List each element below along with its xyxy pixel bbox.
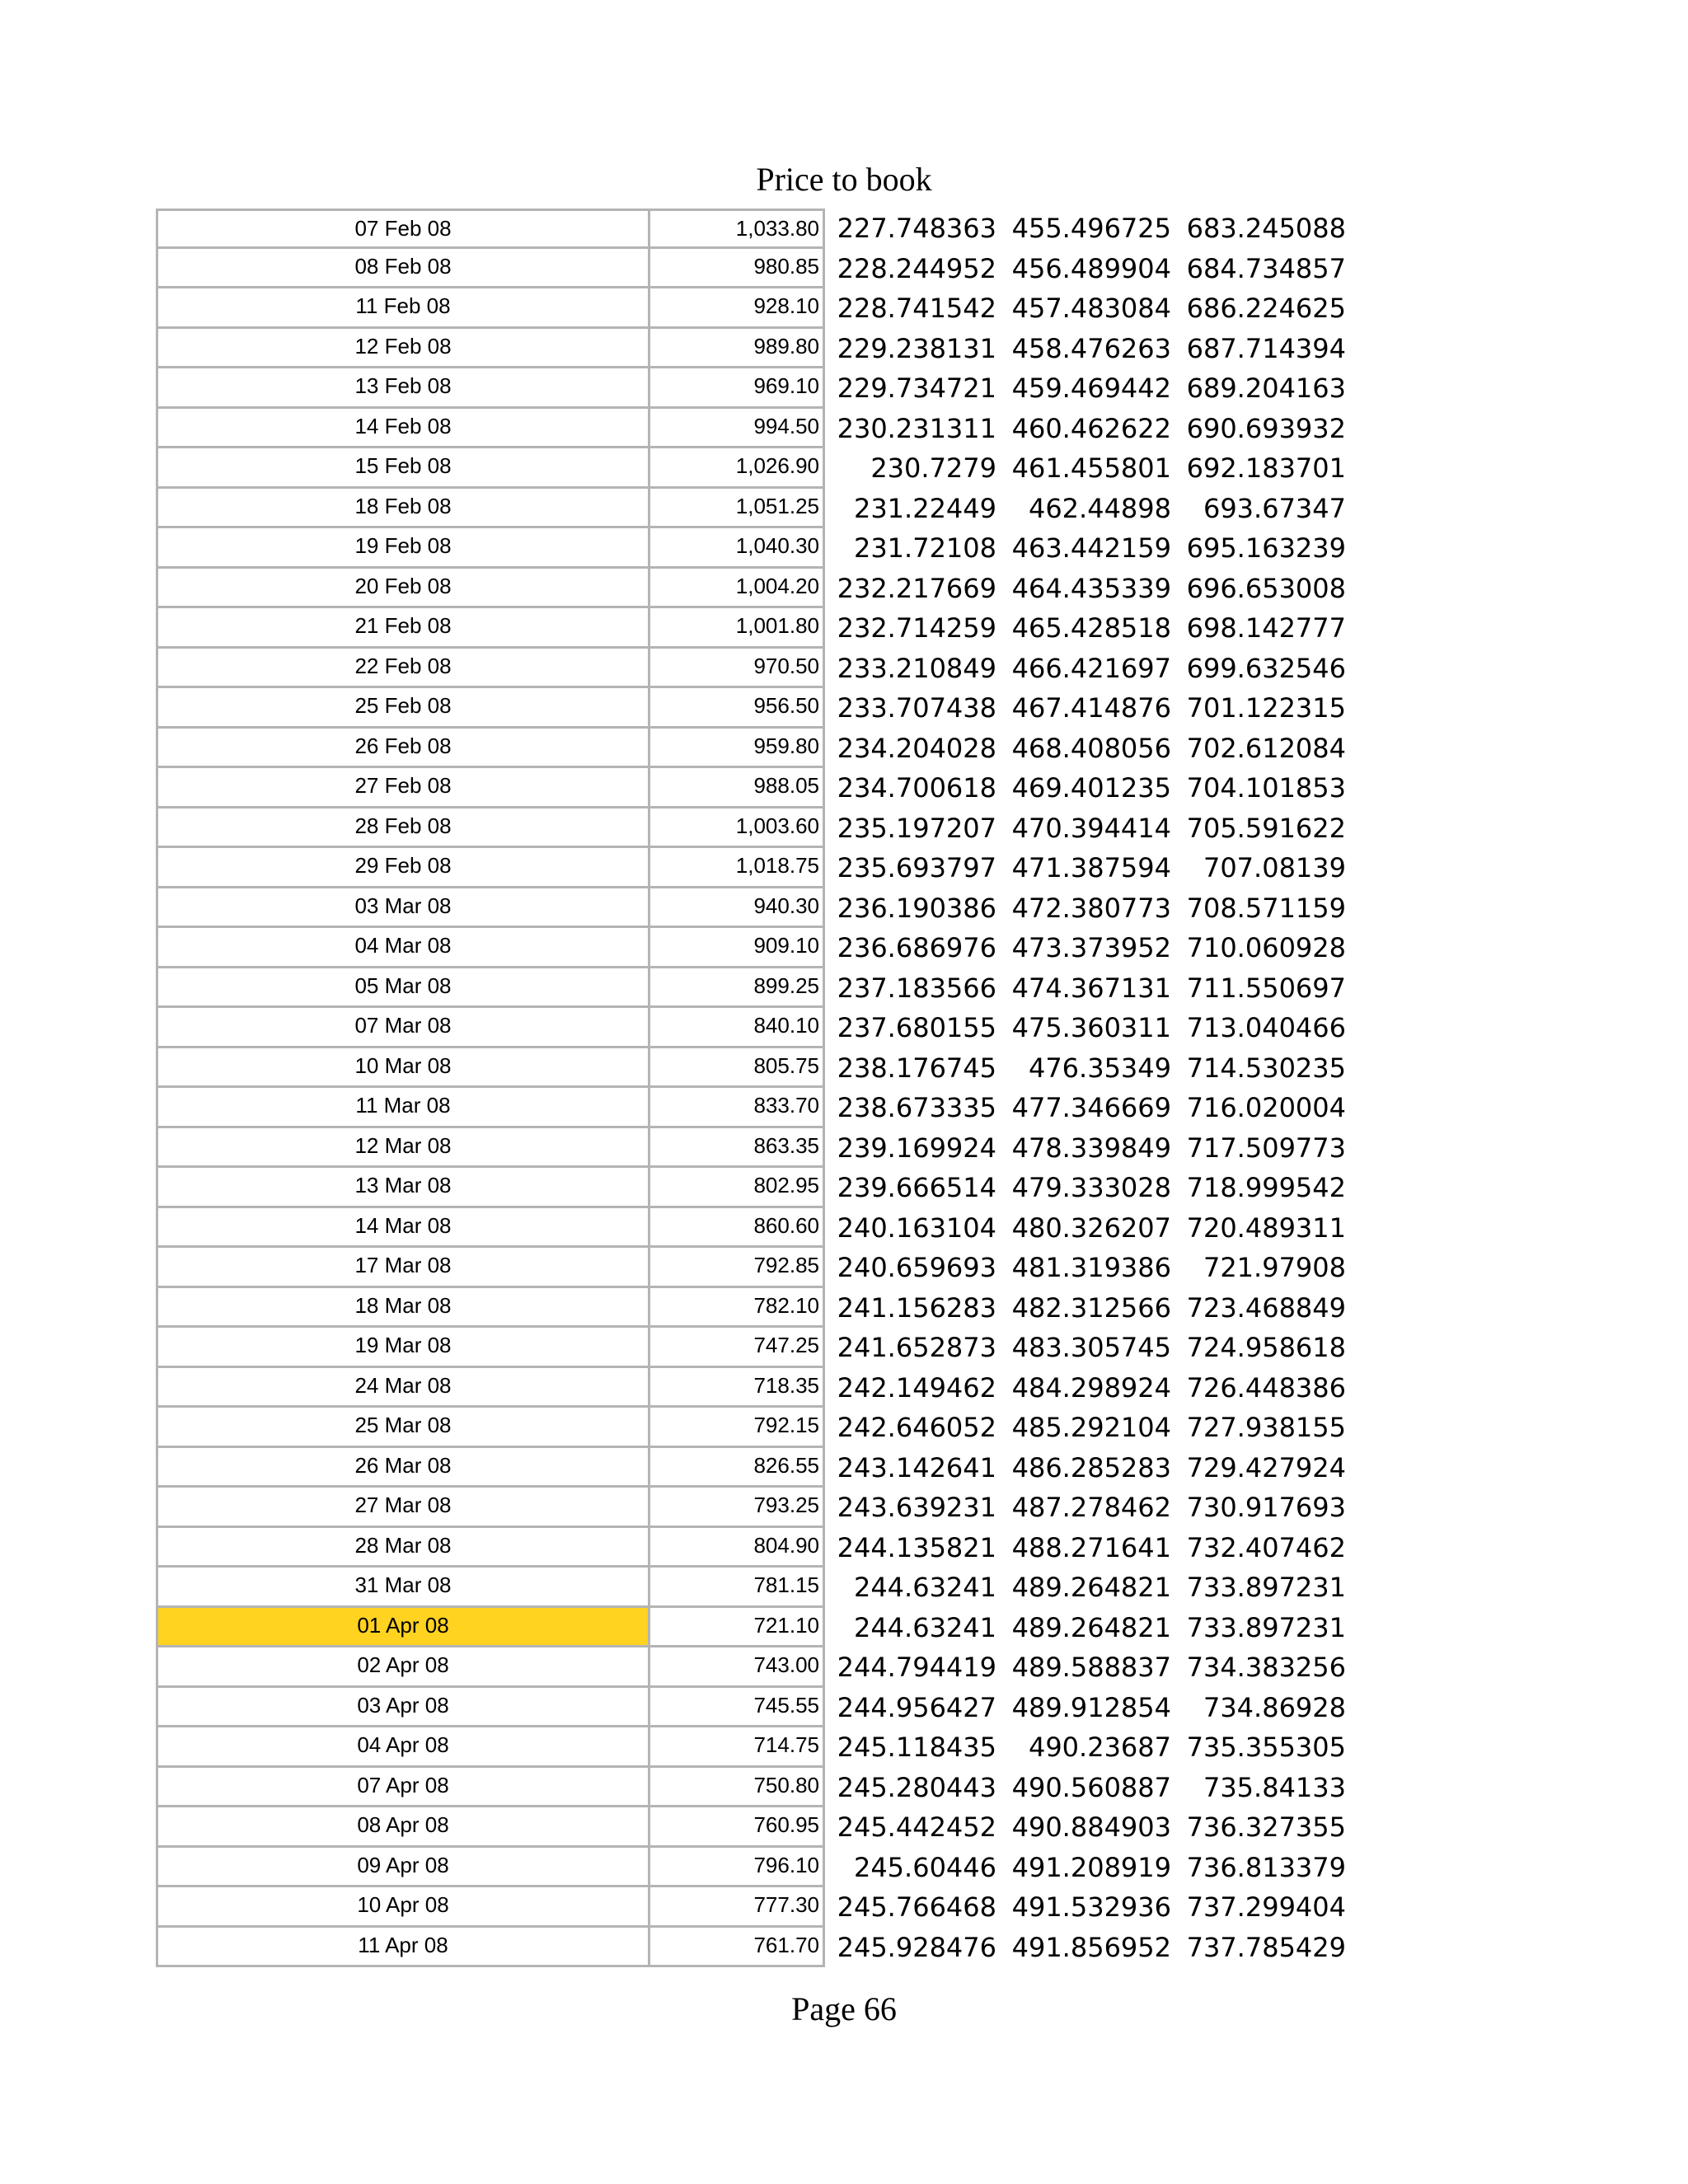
value-cell-2: 466.421697 (1011, 652, 1171, 684)
date-cell: 12 Feb 08 (156, 329, 650, 369)
value-cell-2: 476.35349 (1028, 1052, 1171, 1084)
date-cell: 22 Feb 08 (156, 649, 650, 689)
value-cell-2: 464.435339 (1011, 572, 1171, 604)
table-row (156, 249, 1359, 289)
price-cell: 863.35 (650, 1128, 825, 1169)
price-cell: 782.10 (650, 1288, 825, 1329)
value-cell-1: 237.680155 (837, 1012, 996, 1043)
value-cell-2: 477.346669 (1011, 1092, 1171, 1123)
value-cell-3: 707.08139 (1203, 852, 1346, 883)
date-cell: 08 Apr 08 (156, 1807, 650, 1848)
value-cell-1: 244.956427 (837, 1691, 996, 1723)
value-cell-2: 459.469442 (1011, 373, 1171, 404)
table-row (156, 1528, 1359, 1568)
table-row (156, 1568, 1359, 1608)
price-cell: 1,033.80 (650, 209, 825, 249)
date-cell: 11 Feb 08 (156, 288, 650, 329)
date-cell: 28 Feb 08 (156, 808, 650, 849)
table-row (156, 368, 1359, 409)
price-cell: 750.80 (650, 1768, 825, 1808)
price-cell: 792.15 (650, 1408, 825, 1448)
value-cell-1: 232.714259 (837, 612, 996, 644)
value-cell-1: 245.442452 (837, 1811, 996, 1843)
value-cell-1: 234.204028 (837, 732, 996, 764)
table-row (156, 409, 1359, 449)
date-cell: 03 Mar 08 (156, 888, 650, 929)
value-cell-3: 690.693932 (1186, 412, 1346, 444)
value-cell-1: 234.700618 (837, 772, 996, 804)
date-cell: 17 Mar 08 (156, 1248, 650, 1288)
date-cell: 27 Mar 08 (156, 1488, 650, 1528)
table-row (156, 1768, 1359, 1808)
value-cell-2: 471.387594 (1011, 852, 1171, 883)
date-cell: 14 Mar 08 (156, 1208, 650, 1249)
date-cell: 04 Mar 08 (156, 928, 650, 968)
table-row (156, 1727, 1359, 1768)
date-cell: 13 Feb 08 (156, 368, 650, 409)
value-cell-1: 245.280443 (837, 1771, 996, 1803)
table-row (156, 1928, 1359, 1968)
value-cell-1: 244.63241 (853, 1572, 996, 1603)
table-row (156, 1488, 1359, 1528)
value-cell-1: 231.72108 (853, 532, 996, 564)
value-cell-3: 716.020004 (1186, 1092, 1346, 1123)
value-cell-2: 467.414876 (1011, 692, 1171, 724)
value-cell-1: 244.135821 (837, 1531, 996, 1563)
value-cell-3: 720.489311 (1186, 1212, 1346, 1244)
value-cell-2: 462.44898 (1028, 492, 1171, 524)
value-cell-3: 714.530235 (1186, 1052, 1346, 1084)
value-cell-1: 241.652873 (837, 1332, 996, 1363)
value-cell-1: 243.142641 (837, 1451, 996, 1483)
value-cell-3: 705.591622 (1186, 812, 1346, 844)
value-cell-2: 489.912854 (1011, 1691, 1171, 1723)
table-row (156, 1248, 1359, 1288)
value-cell-1: 245.766468 (837, 1891, 996, 1923)
price-cell: 743.00 (650, 1647, 825, 1688)
value-cell-2: 473.373952 (1011, 932, 1171, 963)
date-cell: 05 Mar 08 (156, 968, 650, 1009)
date-cell: 19 Mar 08 (156, 1328, 650, 1368)
table-row (156, 848, 1359, 888)
date-cell: 29 Feb 08 (156, 848, 650, 888)
price-cell: 860.60 (650, 1208, 825, 1249)
value-cell-3: 693.67347 (1203, 492, 1346, 524)
value-cell-2: 455.496725 (1011, 213, 1171, 244)
price-table (156, 209, 1359, 1967)
value-cell-3: 735.84133 (1203, 1771, 1346, 1803)
date-cell: 03 Apr 08 (156, 1688, 650, 1728)
value-cell-2: 460.462622 (1011, 412, 1171, 444)
value-cell-3: 737.299404 (1186, 1891, 1346, 1923)
price-cell: 714.75 (650, 1727, 825, 1768)
table-row (156, 1088, 1359, 1128)
table-row (156, 928, 1359, 968)
value-cell-3: 708.571159 (1186, 892, 1346, 924)
table-row (156, 1048, 1359, 1089)
value-cell-2: 484.298924 (1011, 1371, 1171, 1404)
table-row (156, 1168, 1359, 1208)
table-row (156, 1208, 1359, 1249)
table-row (156, 1128, 1359, 1169)
value-cell-1: 233.210849 (837, 652, 996, 684)
value-cell-3: 732.407462 (1186, 1531, 1346, 1563)
value-cell-3: 721.97908 (1203, 1252, 1346, 1283)
value-cell-1: 236.190386 (837, 892, 996, 924)
value-cell-2: 472.380773 (1011, 892, 1171, 924)
table-row (156, 1807, 1359, 1848)
table-row (156, 1008, 1359, 1048)
price-cell: 909.10 (650, 928, 825, 968)
date-cell: 04 Apr 08 (156, 1727, 650, 1768)
table-row (156, 608, 1359, 649)
price-cell: 793.25 (650, 1488, 825, 1528)
value-cell-3: 727.938155 (1186, 1412, 1346, 1443)
value-cell-1: 241.156283 (837, 1291, 996, 1324)
table-row (156, 1408, 1359, 1448)
value-cell-3: 684.734857 (1186, 252, 1346, 284)
value-cell-1: 235.693797 (837, 852, 996, 883)
price-cell: 970.50 (650, 649, 825, 689)
price-cell: 760.95 (650, 1807, 825, 1848)
table-row (156, 448, 1359, 489)
value-cell-2: 468.408056 (1011, 732, 1171, 764)
value-cell-3: 704.101853 (1186, 772, 1346, 804)
value-cell-1: 243.639231 (837, 1492, 996, 1523)
value-cell-3: 701.122315 (1186, 692, 1346, 724)
price-cell: 721.10 (650, 1608, 825, 1648)
table-row (156, 1688, 1359, 1728)
value-cell-2: 486.285283 (1011, 1451, 1171, 1483)
value-cell-1: 244.63241 (853, 1611, 996, 1643)
table-row (156, 1848, 1359, 1888)
value-cell-1: 240.659693 (837, 1252, 996, 1283)
value-cell-2: 491.856952 (1011, 1931, 1171, 1963)
value-cell-1: 245.928476 (837, 1931, 996, 1963)
value-cell-3: 733.897231 (1186, 1572, 1346, 1603)
date-cell: 18 Feb 08 (156, 489, 650, 529)
table-row (156, 649, 1359, 689)
date-cell: 19 Feb 08 (156, 528, 650, 569)
date-cell: 08 Feb 08 (156, 249, 650, 289)
value-cell-3: 730.917693 (1186, 1492, 1346, 1523)
value-cell-1: 238.673335 (837, 1092, 996, 1123)
value-cell-3: 683.245088 (1186, 213, 1346, 244)
price-cell: 1,040.30 (650, 528, 825, 569)
value-cell-2: 481.319386 (1011, 1252, 1171, 1283)
date-cell: 27 Feb 08 (156, 768, 650, 808)
price-cell: 994.50 (650, 409, 825, 449)
price-cell: 805.75 (650, 1048, 825, 1089)
value-cell-3: 729.427924 (1186, 1451, 1346, 1483)
value-cell-3: 698.142777 (1186, 612, 1346, 644)
value-cell-3: 689.204163 (1186, 373, 1346, 404)
value-cell-3: 736.813379 (1186, 1851, 1346, 1883)
date-cell: 26 Feb 08 (156, 729, 650, 769)
value-cell-3: 711.550697 (1186, 972, 1346, 1004)
table-row (156, 768, 1359, 808)
price-cell: 1,001.80 (650, 608, 825, 649)
value-cell-2: 478.339849 (1011, 1132, 1171, 1164)
date-cell: 15 Feb 08 (156, 448, 650, 489)
date-cell: 28 Mar 08 (156, 1528, 650, 1568)
value-cell-3: 734.383256 (1186, 1652, 1346, 1683)
table-row (156, 1608, 1359, 1648)
value-cell-3: 735.355305 (1186, 1732, 1346, 1763)
date-cell: 12 Mar 08 (156, 1128, 650, 1169)
table-row (156, 1887, 1359, 1928)
value-cell-3: 734.86928 (1203, 1691, 1346, 1723)
price-cell: 781.15 (650, 1568, 825, 1608)
value-cell-2: 483.305745 (1011, 1332, 1171, 1363)
price-cell: 899.25 (650, 968, 825, 1009)
price-cell: 747.25 (650, 1328, 825, 1368)
value-cell-2: 490.560887 (1011, 1771, 1171, 1803)
price-cell: 1,018.75 (650, 848, 825, 888)
value-cell-2: 485.292104 (1011, 1412, 1171, 1443)
value-cell-2: 490.23687 (1028, 1732, 1171, 1763)
value-cell-1: 244.794419 (837, 1652, 996, 1683)
value-cell-2: 479.333028 (1011, 1172, 1171, 1203)
value-cell-3: 710.060928 (1186, 932, 1346, 963)
value-cell-3: 718.999542 (1186, 1172, 1346, 1203)
value-cell-2: 489.264821 (1011, 1611, 1171, 1643)
value-cell-1: 232.217669 (837, 572, 996, 604)
date-cell: 07 Mar 08 (156, 1008, 650, 1048)
date-cell: 07 Feb 08 (156, 209, 650, 249)
value-cell-2: 490.884903 (1011, 1811, 1171, 1843)
value-cell-1: 242.646052 (837, 1412, 996, 1443)
value-cell-3: 736.327355 (1186, 1811, 1346, 1843)
table-row (156, 968, 1359, 1009)
value-cell-1: 229.734721 (837, 373, 996, 404)
value-cell-1: 228.741542 (837, 293, 996, 324)
value-cell-3: 717.509773 (1186, 1132, 1346, 1164)
value-cell-1: 227.748363 (837, 213, 996, 244)
date-cell: 20 Feb 08 (156, 569, 650, 609)
value-cell-3: 686.224625 (1186, 293, 1346, 324)
value-cell-1: 230.231311 (837, 412, 996, 444)
price-cell: 1,004.20 (650, 569, 825, 609)
table-row (156, 888, 1359, 929)
value-cell-1: 238.176745 (837, 1052, 996, 1084)
date-cell: 02 Apr 08 (156, 1647, 650, 1688)
date-cell: 24 Mar 08 (156, 1368, 650, 1408)
price-cell: 940.30 (650, 888, 825, 929)
page-title: Price to book (756, 161, 932, 198)
price-cell: 956.50 (650, 688, 825, 729)
value-cell-2: 480.326207 (1011, 1212, 1171, 1244)
value-cell-2: 487.278462 (1011, 1492, 1171, 1523)
price-cell: 802.95 (650, 1168, 825, 1208)
price-cell: 959.80 (650, 729, 825, 769)
value-cell-1: 233.707438 (837, 692, 996, 724)
value-cell-2: 482.312566 (1011, 1291, 1171, 1324)
value-cell-2: 456.489904 (1011, 252, 1171, 284)
value-cell-2: 488.271641 (1011, 1531, 1171, 1563)
date-cell: 26 Mar 08 (156, 1448, 650, 1488)
value-cell-1: 236.686976 (837, 932, 996, 963)
value-cell-2: 474.367131 (1011, 972, 1171, 1004)
value-cell-2: 458.476263 (1011, 332, 1171, 364)
table-row (156, 729, 1359, 769)
value-cell-1: 230.7279 (870, 452, 996, 484)
value-cell-3: 733.897231 (1186, 1611, 1346, 1643)
price-cell: 777.30 (650, 1887, 825, 1928)
value-cell-2: 491.532936 (1011, 1891, 1171, 1923)
date-cell: 31 Mar 08 (156, 1568, 650, 1608)
value-cell-1: 228.244952 (837, 252, 996, 284)
date-cell: 10 Apr 08 (156, 1887, 650, 1928)
value-cell-2: 461.455801 (1011, 452, 1171, 484)
value-cell-3: 695.163239 (1186, 532, 1346, 564)
value-cell-2: 463.442159 (1011, 532, 1171, 564)
price-cell: 718.35 (650, 1368, 825, 1408)
value-cell-3: 702.612084 (1186, 732, 1346, 764)
date-cell: 25 Feb 08 (156, 688, 650, 729)
value-cell-1: 239.666514 (837, 1172, 996, 1203)
table-row (156, 209, 1359, 249)
price-cell: 792.85 (650, 1248, 825, 1288)
value-cell-2: 470.394414 (1011, 812, 1171, 844)
value-cell-2: 469.401235 (1011, 772, 1171, 804)
value-cell-3: 726.448386 (1186, 1371, 1346, 1404)
value-cell-2: 491.208919 (1011, 1851, 1171, 1883)
price-cell: 928.10 (650, 288, 825, 329)
price-cell: 840.10 (650, 1008, 825, 1048)
date-cell: 14 Feb 08 (156, 409, 650, 449)
value-cell-3: 737.785429 (1186, 1931, 1346, 1963)
date-cell: 25 Mar 08 (156, 1408, 650, 1448)
date-cell: 01 Apr 08 (156, 1608, 650, 1648)
value-cell-1: 229.238131 (837, 332, 996, 364)
value-cell-2: 475.360311 (1011, 1012, 1171, 1043)
date-cell: 13 Mar 08 (156, 1168, 650, 1208)
value-cell-2: 489.588837 (1011, 1652, 1171, 1683)
price-cell: 988.05 (650, 768, 825, 808)
value-cell-1: 239.169924 (837, 1132, 996, 1164)
value-cell-1: 245.60446 (853, 1851, 996, 1883)
table-row (156, 569, 1359, 609)
value-cell-3: 687.714394 (1186, 332, 1346, 364)
table-row (156, 1647, 1359, 1688)
price-cell: 761.70 (650, 1928, 825, 1968)
date-cell: 11 Mar 08 (156, 1088, 650, 1128)
price-cell: 980.85 (650, 249, 825, 289)
value-cell-1: 231.22449 (853, 492, 996, 524)
page-number: Page 66 (791, 1990, 897, 2027)
value-cell-3: 724.958618 (1186, 1332, 1346, 1363)
date-cell: 07 Apr 08 (156, 1768, 650, 1808)
value-cell-3: 723.468849 (1186, 1291, 1346, 1324)
date-cell: 10 Mar 08 (156, 1048, 650, 1089)
value-cell-3: 696.653008 (1186, 572, 1346, 604)
price-cell: 969.10 (650, 368, 825, 409)
table-row (156, 329, 1359, 369)
value-cell-3: 713.040466 (1186, 1012, 1346, 1043)
value-cell-2: 465.428518 (1011, 612, 1171, 644)
value-cell-1: 235.197207 (837, 812, 996, 844)
price-cell: 1,051.25 (650, 489, 825, 529)
price-cell: 1,003.60 (650, 808, 825, 849)
price-cell: 796.10 (650, 1848, 825, 1888)
date-cell: 09 Apr 08 (156, 1848, 650, 1888)
table-row (156, 688, 1359, 729)
table-row (156, 288, 1359, 329)
value-cell-2: 457.483084 (1011, 293, 1171, 324)
date-cell: 18 Mar 08 (156, 1288, 650, 1329)
value-cell-1: 245.118435 (837, 1732, 996, 1763)
value-cell-2: 489.264821 (1011, 1572, 1171, 1603)
price-cell: 833.70 (650, 1088, 825, 1128)
price-cell: 804.90 (650, 1528, 825, 1568)
price-cell: 1,026.90 (650, 448, 825, 489)
date-cell: 21 Feb 08 (156, 608, 650, 649)
value-cell-1: 242.149462 (837, 1371, 996, 1404)
table-row (156, 1448, 1359, 1488)
table-row (156, 808, 1359, 849)
price-cell: 745.55 (650, 1688, 825, 1728)
value-cell-1: 237.183566 (837, 972, 996, 1004)
price-cell: 989.80 (650, 329, 825, 369)
value-cell-3: 692.183701 (1186, 452, 1346, 484)
date-cell: 11 Apr 08 (156, 1928, 650, 1968)
table-row (156, 1368, 1359, 1408)
table-row (156, 1328, 1359, 1368)
table-row (156, 1288, 1359, 1329)
table-row (156, 528, 1359, 569)
price-cell: 826.55 (650, 1448, 825, 1488)
value-cell-3: 699.632546 (1186, 652, 1346, 684)
value-cell-1: 240.163104 (837, 1212, 996, 1244)
table-row (156, 489, 1359, 529)
